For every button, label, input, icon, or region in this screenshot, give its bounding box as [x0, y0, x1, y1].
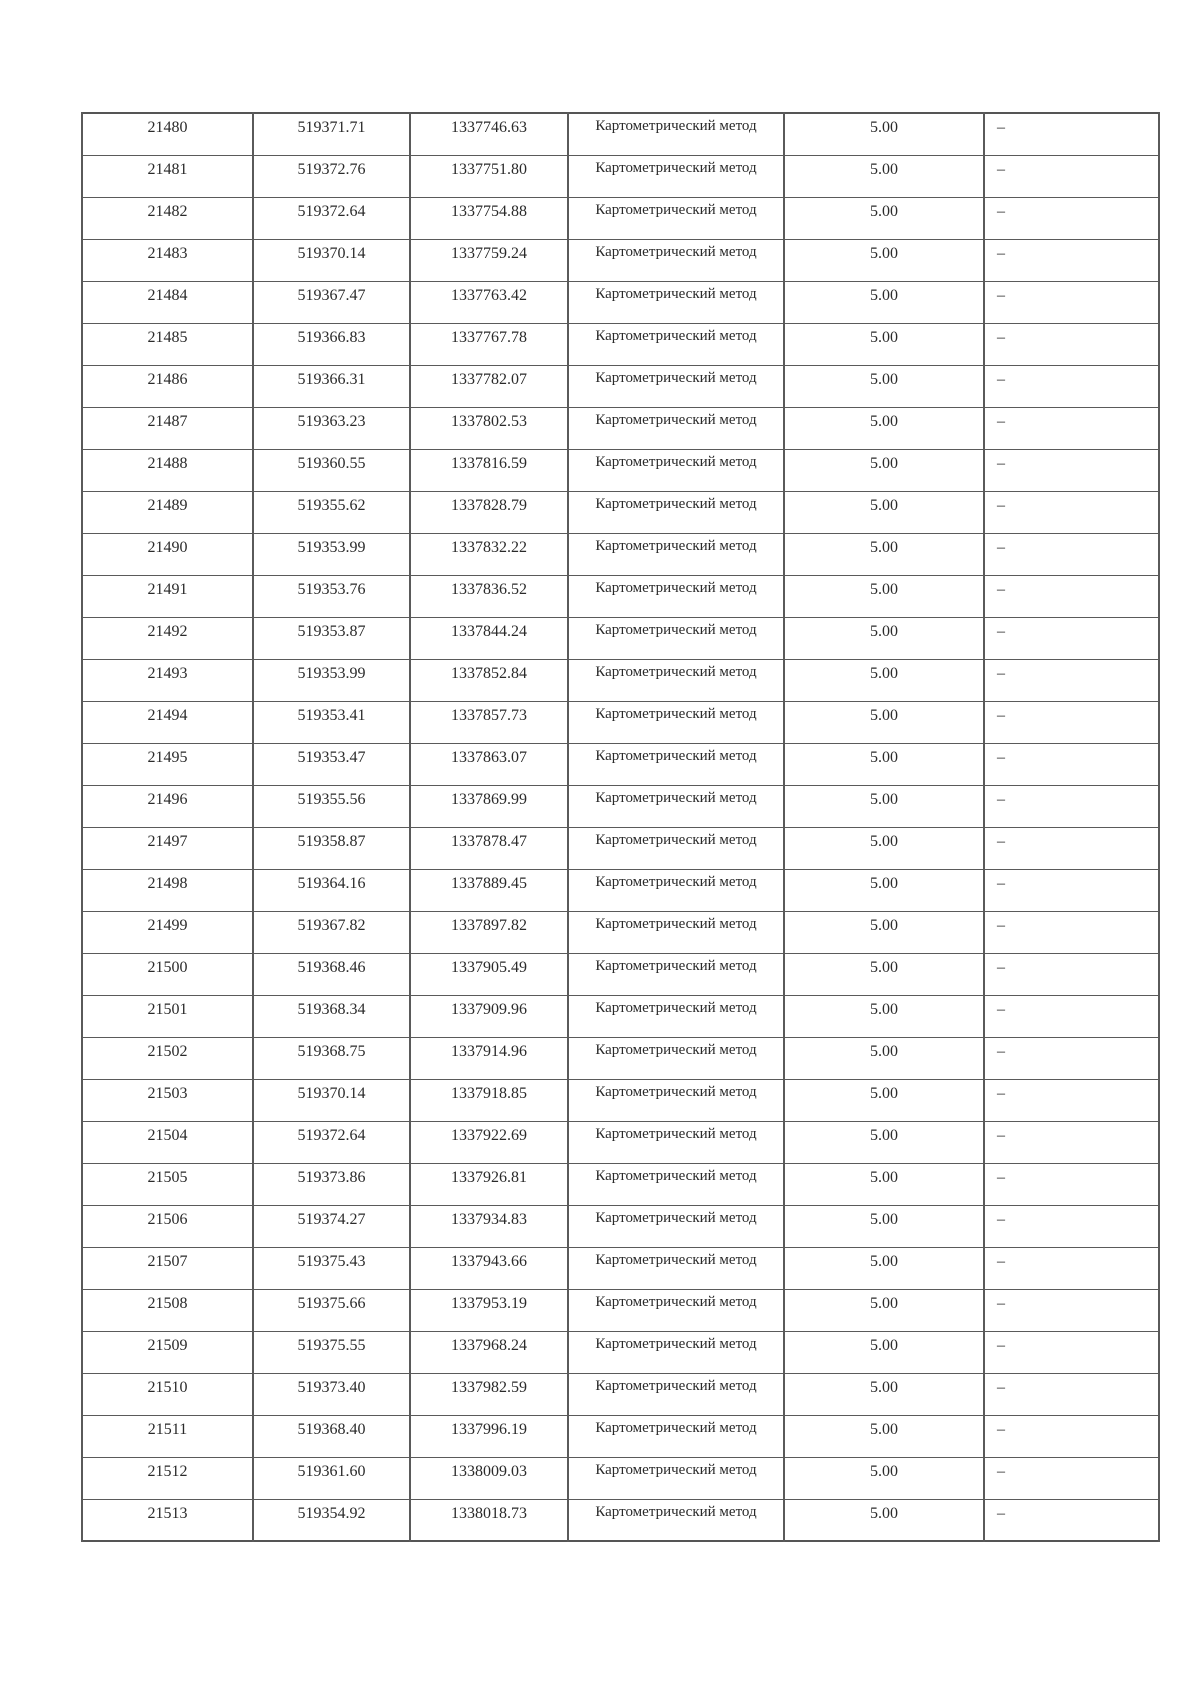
table-row	[82, 743, 1159, 785]
cell-method: Картометрический метод	[568, 1289, 784, 1331]
cell-point-number: 21510	[82, 1373, 253, 1415]
cell-x-coordinate: 519375.43	[253, 1247, 410, 1289]
cell-y-coordinate: 1337982.59	[410, 1373, 568, 1415]
cell-y-coordinate: 1337782.07	[410, 365, 568, 407]
cell-note: –	[984, 1289, 1159, 1331]
cell-x-coordinate: 519375.55	[253, 1331, 410, 1373]
table-row	[82, 155, 1159, 197]
table-row	[82, 1163, 1159, 1205]
cell-y-coordinate: 1337918.85	[410, 1079, 568, 1121]
cell-note: –	[984, 449, 1159, 491]
cell-point-number: 21487	[82, 407, 253, 449]
table-row	[82, 449, 1159, 491]
cell-accuracy: 5.00	[784, 365, 984, 407]
cell-method: Картометрический метод	[568, 365, 784, 407]
table-row	[82, 533, 1159, 575]
cell-point-number: 21501	[82, 995, 253, 1037]
cell-point-number: 21512	[82, 1457, 253, 1499]
cell-note: –	[984, 407, 1159, 449]
cell-point-number: 21493	[82, 659, 253, 701]
cell-point-number: 21499	[82, 911, 253, 953]
cell-x-coordinate: 519370.14	[253, 239, 410, 281]
cell-y-coordinate: 1337905.49	[410, 953, 568, 995]
cell-note: –	[984, 239, 1159, 281]
cell-x-coordinate: 519368.34	[253, 995, 410, 1037]
cell-method: Картометрический метод	[568, 1415, 784, 1457]
cell-method: Картометрический метод	[568, 1121, 784, 1163]
cell-accuracy: 5.00	[784, 1499, 984, 1541]
cell-y-coordinate: 1337832.22	[410, 533, 568, 575]
cell-accuracy: 5.00	[784, 575, 984, 617]
cell-method: Картометрический метод	[568, 1205, 784, 1247]
cell-method: Картометрический метод	[568, 995, 784, 1037]
cell-note: –	[984, 1499, 1159, 1541]
cell-method: Картометрический метод	[568, 239, 784, 281]
cell-y-coordinate: 1337996.19	[410, 1415, 568, 1457]
cell-note: –	[984, 1373, 1159, 1415]
cell-method: Картометрический метод	[568, 1499, 784, 1541]
cell-x-coordinate: 519358.87	[253, 827, 410, 869]
cell-note: –	[984, 1163, 1159, 1205]
cell-method: Картометрический метод	[568, 491, 784, 533]
cell-y-coordinate: 1337751.80	[410, 155, 568, 197]
cell-point-number: 21490	[82, 533, 253, 575]
cell-y-coordinate: 1337863.07	[410, 743, 568, 785]
cell-point-number: 21483	[82, 239, 253, 281]
cell-method: Картометрический метод	[568, 1037, 784, 1079]
cell-method: Картометрический метод	[568, 617, 784, 659]
cell-accuracy: 5.00	[784, 1247, 984, 1289]
cell-accuracy: 5.00	[784, 995, 984, 1037]
cell-x-coordinate: 519360.55	[253, 449, 410, 491]
cell-method: Картометрический метод	[568, 449, 784, 491]
cell-x-coordinate: 519353.41	[253, 701, 410, 743]
cell-note: –	[984, 491, 1159, 533]
cell-note: –	[984, 911, 1159, 953]
table-row	[82, 617, 1159, 659]
cell-point-number: 21498	[82, 869, 253, 911]
table-row	[82, 995, 1159, 1037]
cell-point-number: 21496	[82, 785, 253, 827]
cell-note: –	[984, 323, 1159, 365]
cell-accuracy: 5.00	[784, 197, 984, 239]
cell-accuracy: 5.00	[784, 1079, 984, 1121]
cell-point-number: 21486	[82, 365, 253, 407]
cell-method: Картометрический метод	[568, 743, 784, 785]
cell-point-number: 21491	[82, 575, 253, 617]
cell-point-number: 21502	[82, 1037, 253, 1079]
cell-note: –	[984, 281, 1159, 323]
cell-method: Картометрический метод	[568, 533, 784, 575]
cell-method: Картометрический метод	[568, 1457, 784, 1499]
cell-method: Картометрический метод	[568, 911, 784, 953]
cell-note: –	[984, 365, 1159, 407]
cell-x-coordinate: 519367.82	[253, 911, 410, 953]
cell-y-coordinate: 1337943.66	[410, 1247, 568, 1289]
cell-method: Картометрический метод	[568, 1373, 784, 1415]
cell-y-coordinate: 1337836.52	[410, 575, 568, 617]
cell-method: Картометрический метод	[568, 785, 784, 827]
cell-x-coordinate: 519371.71	[253, 113, 410, 155]
cell-x-coordinate: 519368.46	[253, 953, 410, 995]
cell-point-number: 21505	[82, 1163, 253, 1205]
cell-y-coordinate: 1337953.19	[410, 1289, 568, 1331]
cell-x-coordinate: 519370.14	[253, 1079, 410, 1121]
table-row	[82, 491, 1159, 533]
cell-point-number: 21509	[82, 1331, 253, 1373]
cell-y-coordinate: 1337763.42	[410, 281, 568, 323]
cell-x-coordinate: 519363.23	[253, 407, 410, 449]
cell-x-coordinate: 519355.56	[253, 785, 410, 827]
cell-method: Картометрический метод	[568, 1079, 784, 1121]
cell-note: –	[984, 197, 1159, 239]
cell-y-coordinate: 1337926.81	[410, 1163, 568, 1205]
cell-method: Картометрический метод	[568, 1247, 784, 1289]
table-row	[82, 1289, 1159, 1331]
cell-method: Картометрический метод	[568, 407, 784, 449]
cell-method: Картометрический метод	[568, 113, 784, 155]
cell-method: Картометрический метод	[568, 1163, 784, 1205]
table-row	[82, 113, 1159, 155]
cell-y-coordinate: 1337767.78	[410, 323, 568, 365]
cell-note: –	[984, 1079, 1159, 1121]
cell-accuracy: 5.00	[784, 659, 984, 701]
cell-y-coordinate: 1337857.73	[410, 701, 568, 743]
cell-note: –	[984, 1037, 1159, 1079]
cell-y-coordinate: 1337914.96	[410, 1037, 568, 1079]
cell-note: –	[984, 953, 1159, 995]
cell-note: –	[984, 995, 1159, 1037]
cell-note: –	[984, 1415, 1159, 1457]
cell-point-number: 21506	[82, 1205, 253, 1247]
table-row	[82, 1331, 1159, 1373]
cell-accuracy: 5.00	[784, 869, 984, 911]
table-row	[82, 701, 1159, 743]
cell-y-coordinate: 1337844.24	[410, 617, 568, 659]
cell-accuracy: 5.00	[784, 1457, 984, 1499]
cell-accuracy: 5.00	[784, 953, 984, 995]
cell-note: –	[984, 1247, 1159, 1289]
cell-note: –	[984, 785, 1159, 827]
table-row	[82, 365, 1159, 407]
cell-note: –	[984, 1205, 1159, 1247]
cell-y-coordinate: 1337934.83	[410, 1205, 568, 1247]
cell-accuracy: 5.00	[784, 1037, 984, 1079]
table-row	[82, 1121, 1159, 1163]
cell-x-coordinate: 519373.40	[253, 1373, 410, 1415]
table-row	[82, 869, 1159, 911]
cell-y-coordinate: 1337897.82	[410, 911, 568, 953]
cell-accuracy: 5.00	[784, 701, 984, 743]
cell-accuracy: 5.00	[784, 617, 984, 659]
cell-point-number: 21497	[82, 827, 253, 869]
cell-note: –	[984, 533, 1159, 575]
cell-note: –	[984, 575, 1159, 617]
coordinates-table-body	[82, 113, 1159, 1541]
cell-method: Картометрический метод	[568, 197, 784, 239]
cell-x-coordinate: 519367.47	[253, 281, 410, 323]
cell-point-number: 21494	[82, 701, 253, 743]
cell-accuracy: 5.00	[784, 281, 984, 323]
table-row	[82, 1457, 1159, 1499]
cell-x-coordinate: 519353.87	[253, 617, 410, 659]
cell-point-number: 21480	[82, 113, 253, 155]
cell-accuracy: 5.00	[784, 743, 984, 785]
cell-method: Картометрический метод	[568, 155, 784, 197]
cell-x-coordinate: 519372.64	[253, 1121, 410, 1163]
cell-note: –	[984, 1331, 1159, 1373]
cell-x-coordinate: 519368.75	[253, 1037, 410, 1079]
table-row	[82, 953, 1159, 995]
cell-note: –	[984, 617, 1159, 659]
cell-accuracy: 5.00	[784, 239, 984, 281]
cell-y-coordinate: 1337754.88	[410, 197, 568, 239]
table-row	[82, 1205, 1159, 1247]
cell-x-coordinate: 519366.31	[253, 365, 410, 407]
cell-method: Картометрический метод	[568, 827, 784, 869]
cell-accuracy: 5.00	[784, 1415, 984, 1457]
cell-accuracy: 5.00	[784, 1163, 984, 1205]
table-row	[82, 407, 1159, 449]
table-row	[82, 197, 1159, 239]
cell-x-coordinate: 519361.60	[253, 1457, 410, 1499]
cell-note: –	[984, 869, 1159, 911]
cell-x-coordinate: 519353.99	[253, 533, 410, 575]
cell-method: Картометрический метод	[568, 701, 784, 743]
cell-accuracy: 5.00	[784, 911, 984, 953]
cell-point-number: 21484	[82, 281, 253, 323]
table-row	[82, 1079, 1159, 1121]
cell-accuracy: 5.00	[784, 1331, 984, 1373]
cell-x-coordinate: 519368.40	[253, 1415, 410, 1457]
cell-y-coordinate: 1337746.63	[410, 113, 568, 155]
cell-x-coordinate: 519366.83	[253, 323, 410, 365]
table-row	[82, 1247, 1159, 1289]
table-row	[82, 785, 1159, 827]
table-row	[82, 323, 1159, 365]
table-row	[82, 239, 1159, 281]
table-row	[82, 827, 1159, 869]
cell-accuracy: 5.00	[784, 533, 984, 575]
cell-note: –	[984, 743, 1159, 785]
cell-method: Картометрический метод	[568, 1331, 784, 1373]
cell-accuracy: 5.00	[784, 407, 984, 449]
cell-point-number: 21500	[82, 953, 253, 995]
cell-accuracy: 5.00	[784, 1205, 984, 1247]
cell-point-number: 21489	[82, 491, 253, 533]
cell-x-coordinate: 519372.76	[253, 155, 410, 197]
cell-method: Картометрический метод	[568, 323, 784, 365]
table-row	[82, 1499, 1159, 1541]
table-row	[82, 911, 1159, 953]
cell-y-coordinate: 1337759.24	[410, 239, 568, 281]
cell-point-number: 21492	[82, 617, 253, 659]
cell-x-coordinate: 519375.66	[253, 1289, 410, 1331]
cell-accuracy: 5.00	[784, 827, 984, 869]
cell-x-coordinate: 519355.62	[253, 491, 410, 533]
cell-accuracy: 5.00	[784, 1373, 984, 1415]
cell-note: –	[984, 113, 1159, 155]
table-row	[82, 1415, 1159, 1457]
table-row	[82, 1373, 1159, 1415]
cell-point-number: 21495	[82, 743, 253, 785]
table-row	[82, 575, 1159, 617]
table-row	[82, 281, 1159, 323]
cell-method: Картометрический метод	[568, 869, 784, 911]
cell-y-coordinate: 1337968.24	[410, 1331, 568, 1373]
cell-point-number: 21511	[82, 1415, 253, 1457]
cell-point-number: 21481	[82, 155, 253, 197]
cell-accuracy: 5.00	[784, 1289, 984, 1331]
cell-y-coordinate: 1337889.45	[410, 869, 568, 911]
cell-accuracy: 5.00	[784, 323, 984, 365]
cell-y-coordinate: 1337852.84	[410, 659, 568, 701]
cell-accuracy: 5.00	[784, 785, 984, 827]
cell-point-number: 21504	[82, 1121, 253, 1163]
cell-note: –	[984, 827, 1159, 869]
cell-y-coordinate: 1337909.96	[410, 995, 568, 1037]
cell-method: Картометрический метод	[568, 659, 784, 701]
cell-method: Картометрический метод	[568, 281, 784, 323]
cell-x-coordinate: 519364.16	[253, 869, 410, 911]
cell-y-coordinate: 1337802.53	[410, 407, 568, 449]
cell-method: Картометрический метод	[568, 953, 784, 995]
cell-y-coordinate: 1338009.03	[410, 1457, 568, 1499]
cell-y-coordinate: 1338018.73	[410, 1499, 568, 1541]
cell-x-coordinate: 519374.27	[253, 1205, 410, 1247]
cell-x-coordinate: 519353.47	[253, 743, 410, 785]
table-row	[82, 1037, 1159, 1079]
cell-accuracy: 5.00	[784, 113, 984, 155]
cell-note: –	[984, 155, 1159, 197]
cell-point-number: 21488	[82, 449, 253, 491]
cell-x-coordinate: 519354.92	[253, 1499, 410, 1541]
coordinates-table	[81, 112, 1160, 1542]
cell-note: –	[984, 659, 1159, 701]
cell-y-coordinate: 1337922.69	[410, 1121, 568, 1163]
cell-accuracy: 5.00	[784, 155, 984, 197]
cell-note: –	[984, 701, 1159, 743]
cell-y-coordinate: 1337816.59	[410, 449, 568, 491]
cell-point-number: 21485	[82, 323, 253, 365]
cell-y-coordinate: 1337869.99	[410, 785, 568, 827]
cell-accuracy: 5.00	[784, 449, 984, 491]
cell-x-coordinate: 519353.99	[253, 659, 410, 701]
cell-point-number: 21503	[82, 1079, 253, 1121]
cell-y-coordinate: 1337878.47	[410, 827, 568, 869]
cell-y-coordinate: 1337828.79	[410, 491, 568, 533]
cell-note: –	[984, 1457, 1159, 1499]
table-row	[82, 659, 1159, 701]
cell-point-number: 21507	[82, 1247, 253, 1289]
cell-point-number: 21482	[82, 197, 253, 239]
cell-point-number: 21508	[82, 1289, 253, 1331]
cell-accuracy: 5.00	[784, 491, 984, 533]
cell-note: –	[984, 1121, 1159, 1163]
cell-x-coordinate: 519373.86	[253, 1163, 410, 1205]
cell-point-number: 21513	[82, 1499, 253, 1541]
cell-accuracy: 5.00	[784, 1121, 984, 1163]
cell-method: Картометрический метод	[568, 575, 784, 617]
cell-x-coordinate: 519372.64	[253, 197, 410, 239]
cell-x-coordinate: 519353.76	[253, 575, 410, 617]
